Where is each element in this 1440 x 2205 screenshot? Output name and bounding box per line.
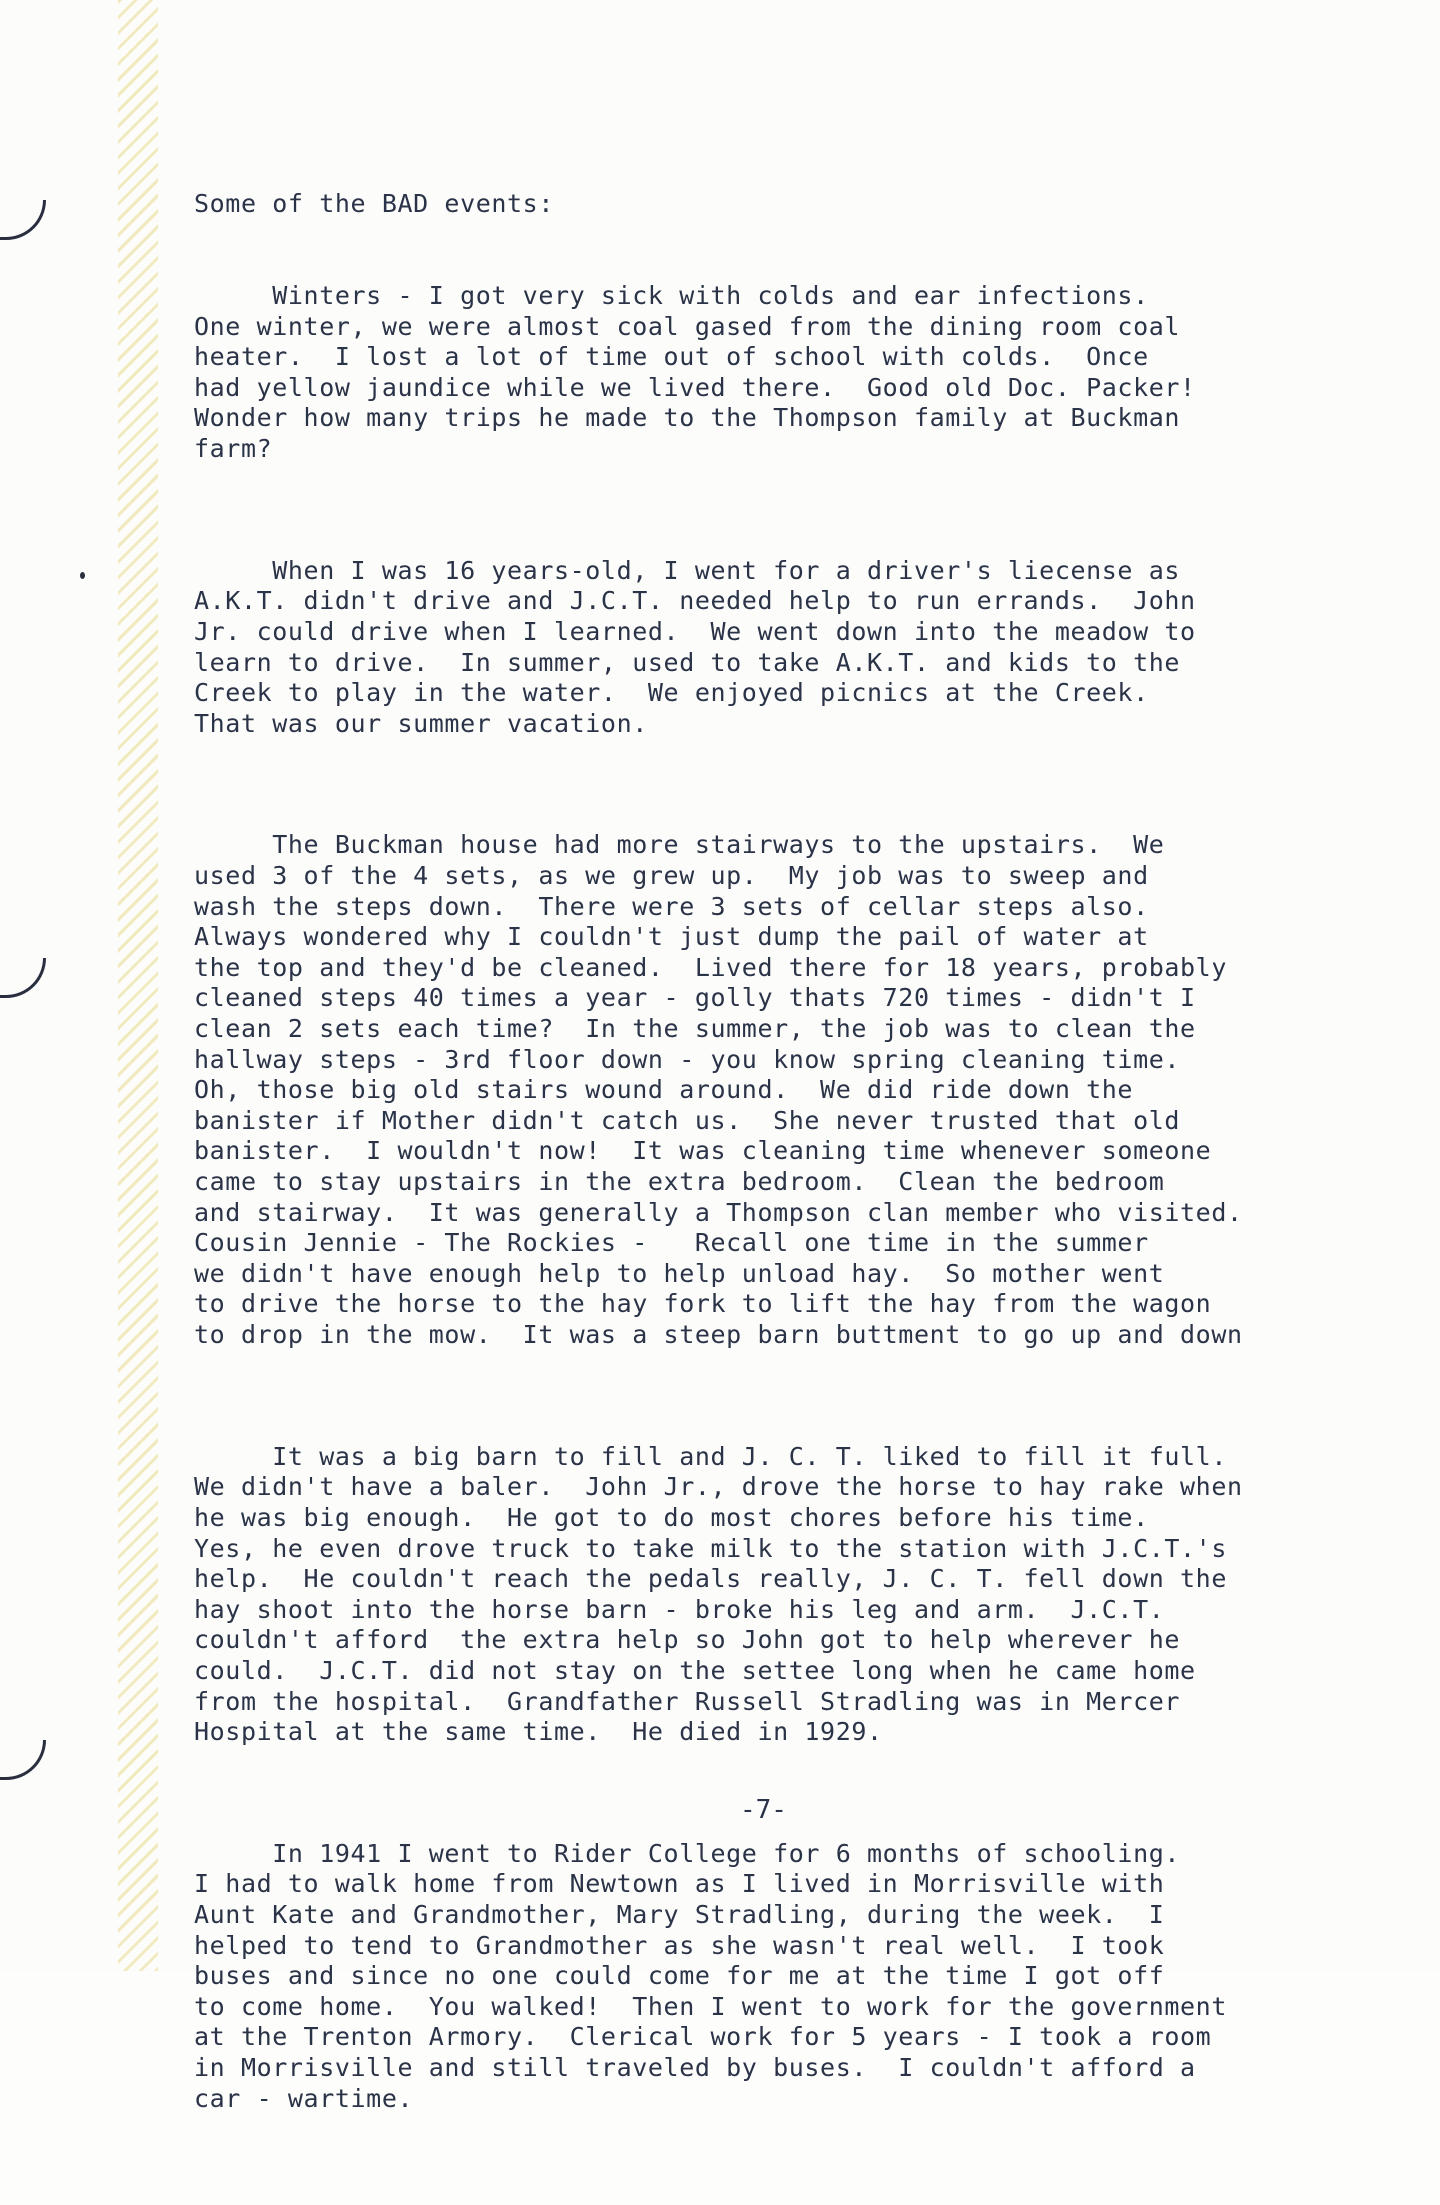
paragraph-stairways: The Buckman house had more stairways to the upstairs. We used 3 of the 4 sets, as we grew up. My job was to sweep and wash the steps down. There were 3 sets of cellar steps also. Always wondered why I couldn't just dump the pail of water at the top and they'd be cleaned. Lived there for 18 years, probably cleaned steps 40 times a year - golly thats 720 times - didn't I clean 2 sets each time? In the summer, the job was to clean the hallway steps - 3rd floor down - you know spring cleaning time. Oh, those big old stairs wound around. We did ride down the banister if Mother didn't catch us. She never trusted that old banister. I wouldn't now! It was cleaning time whenever someone came to stay upstairs in the extra bedroom. Clean the bedroom and stairway. It was generally a Thompson clan member who visited. Cousin Jennie - The Rockies - Recall one time in the summer we didn't have enough help to help unload hay. So mother went to drive the horse to the hay fork to lift the hay from the wagon to drop in the mow. It was a steep barn buttment to go up and down <box>194 830 1243 1349</box>
page-number: -7- <box>740 1795 787 1825</box>
perforated-edge <box>118 0 158 1971</box>
paragraph-barn: It was a big barn to fill and J. C. T. liked to fill it full. We didn't have a baler. John Jr., drove the horse to hay rake when he was big enough. He got to do most chores before his time. Yes, he even drove truck to take milk to the station with J.C.T.'s help. He couldn't reach the pedals really, J. C. T. fell down the hay shoot into the horse barn - broke his leg and arm. J.C.T. couldn't afford the extra help so John got to help wherever he could. J.C.T. did not stay on the settee long when he came home from the hospital. Grandfather Russell Stradling was in Mercer Hospital at the same time. He died in 1929. <box>194 1441 1243 1747</box>
section-heading: Some of the BAD events: <box>194 189 554 219</box>
binder-hole-top <box>0 200 46 240</box>
paragraph-winters: Winters - I got very sick with colds and ear infections. One winter, we were almost coal gased from the dining room coal heater. I lost a lot of time out of school with colds. Once had yellow jaundice while we lived there. Good old Doc. Packer! Wonder how many trips he made to the Thompson family at Buckman farm? <box>194 280 1196 463</box>
paragraph-drivers-license: When I was 16 years-old, I went for a driver's liecense as A.K.T. didn't drive and J.C.T. needed help to run errands. John Jr. could drive when I learned. We went down into the meadow to learn to drive. In summer, used to take A.K.T. and kids to the Creek to play in the water. We enjoyed picnics at the Creek. That was our summer vacation. <box>194 555 1196 738</box>
binder-hole-middle <box>0 958 46 998</box>
ink-speck <box>80 572 85 579</box>
body-text <box>194 128 1434 2205</box>
binder-hole-bottom <box>0 1740 46 1780</box>
paragraph-rider-college: In 1941 I went to Rider College for 6 months of schooling. I had to walk home from Newtown as I lived in Morrisville with Aunt Kate and Grandmother, Mary Stradling, during the week. I helped to tend to Grandmother as she wasn't real well. I took buses and since no one could come for me at the time I got off to come home. You walked! Then I went to work for the government at the Trenton Armory. Clerical work for 5 years - I took a room in Morrisville and still traveled by buses. I couldn't afford a car - wartime. <box>194 1838 1227 2113</box>
